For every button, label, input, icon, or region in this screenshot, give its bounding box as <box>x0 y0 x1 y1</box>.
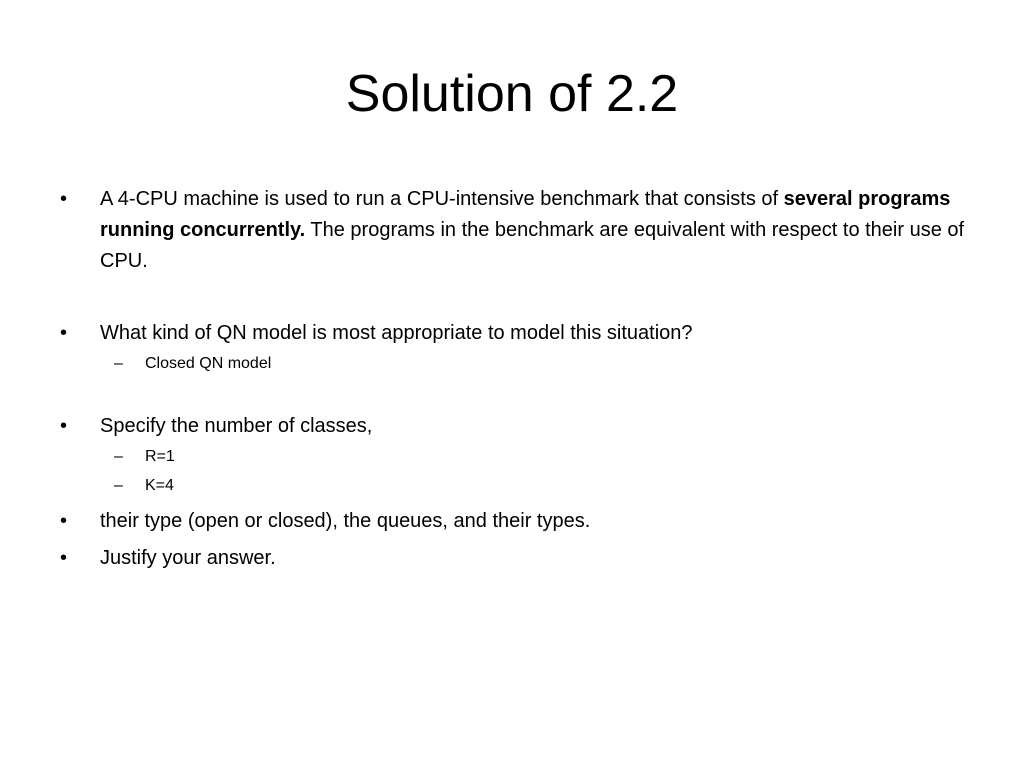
spacer <box>58 277 978 318</box>
bullet-text: What kind of QN model is most appropriate to model this situation? <box>100 322 693 344</box>
sub-item-text: Closed QN model <box>145 355 272 372</box>
dash-marker: – <box>114 477 123 494</box>
sub-item-text: R=1 <box>145 448 175 465</box>
bullet-item-types <box>58 506 978 537</box>
dash-marker: – <box>114 448 123 465</box>
sub-item-k <box>58 471 978 500</box>
bullet-text: their type (open or closed), the queues, and their types. <box>100 510 591 532</box>
dash-marker: – <box>114 355 123 372</box>
bullet-marker: • <box>60 547 68 569</box>
sub-item-r <box>58 442 978 471</box>
bullet-item-justify <box>58 543 978 574</box>
bullet-text-part1: A 4-CPU machine is used to run a CPU-intensive benchmark that consists of <box>100 188 784 210</box>
bullet-text-part2: The programs in the benchmark are equivalent with respect to their use of CPU. <box>100 219 965 272</box>
bullet-item-classes <box>58 411 978 442</box>
bullet-text: Specify the number of classes, <box>100 415 373 437</box>
bullet-text: Justify your answer. <box>100 547 276 569</box>
bullet-marker: • <box>60 415 68 437</box>
sub-item-closed-qn-model <box>58 349 978 378</box>
slide-content <box>58 184 978 574</box>
bullet-item-benchmark-description <box>58 184 978 277</box>
bullet-text-bold: several programs running concurrently. <box>100 188 951 241</box>
bullet-marker: • <box>60 322 68 344</box>
spacer <box>58 378 978 411</box>
slide-title: Solution of 2.2 <box>345 65 679 123</box>
sub-item-text: K=4 <box>145 477 174 494</box>
bullet-item-qn-question <box>58 318 978 349</box>
bullet-marker: • <box>60 188 68 210</box>
bullet-marker: • <box>60 510 68 532</box>
